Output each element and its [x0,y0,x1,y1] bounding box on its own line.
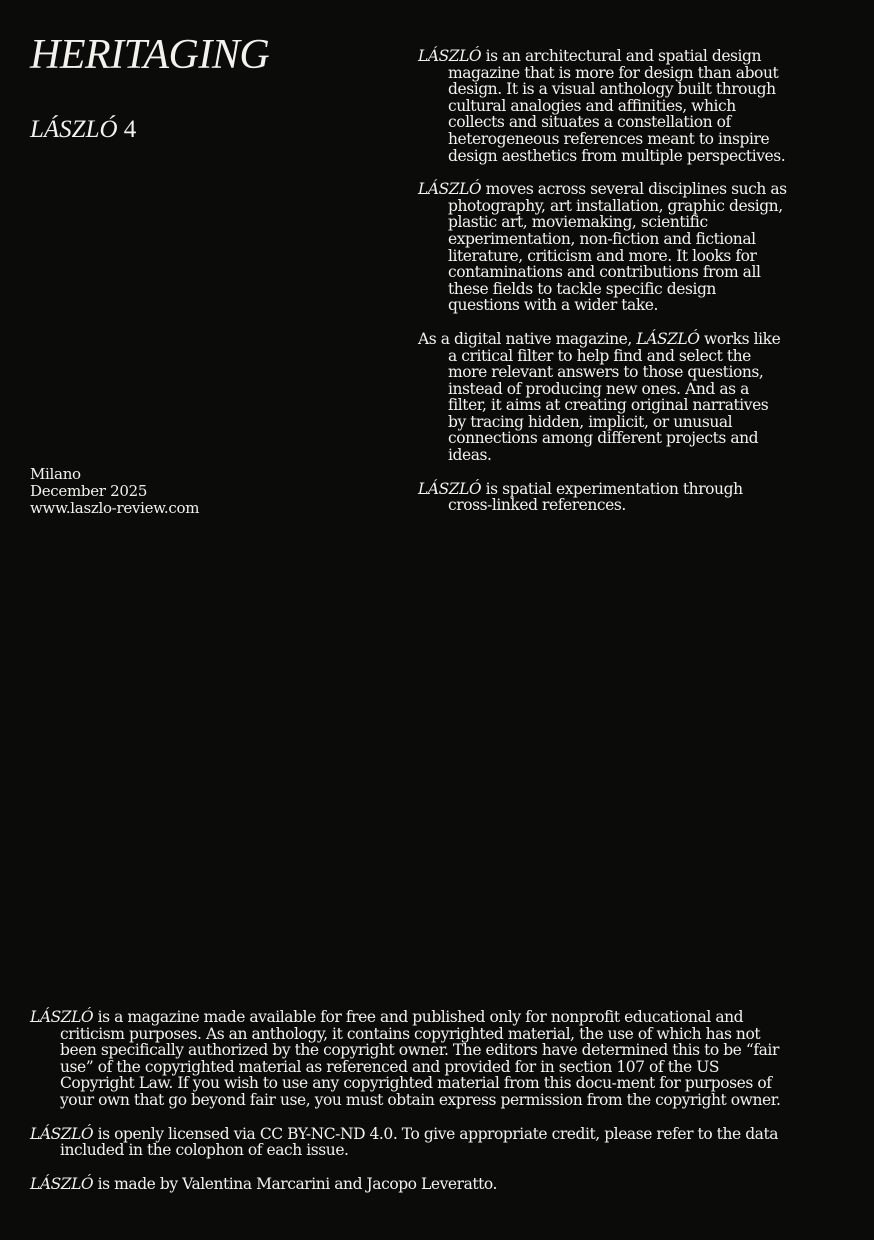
about-section [418,48,790,531]
about-paragraph-2 [418,181,790,314]
about-paragraph-3 [418,331,790,464]
paragraph-text: moves across several disciplines such as photography, art installation, graphic design, plastic art, moviemaking, scientific experimentation, non-fiction and fictional literature, criticism and more. It looks for contaminations and contributions from all these fields to tackle specific design questions with a wider take. [448,180,787,315]
publication-date: December 2025 [30,482,148,500]
magazine-name: LÁSZLÓ [30,1124,94,1143]
page-title: HERITAGING [30,32,270,78]
magazine-name: LÁSZLÓ [636,329,700,348]
magazine-name: LÁSZLÓ [30,1008,94,1026]
paragraph-text: is a magazine made available for free and published only for nonprofit educational and criticism purposes. As an anthology, it contains copyrighted material, the use of which has not been specifically authorized by the copyright owner. The editors have determined this to be “fair use” of the copyrighted material as referenced and provided for in section 107 of the US Copyright Law. If you wish to use any copyrighted material from this docu-ment for purposes of your own that go beyond fair use, you must obtain express permission from the copyright owner. [60,1008,781,1109]
paragraph-text: is an architectural and spatial design magazine that is more for design than about design. It is a visual anthology built through cultural analogies and affinities, which collects and situates a constellation of heterogeneous references meant to inspire design aesthetics from multiple perspectives. [448,47,786,165]
paragraph-text: As a digital native magazine, [418,329,637,348]
legal-paragraph-2 [30,1126,786,1159]
paragraph-text: is made by Valentina Marcarini and Jacopo Leveratto. [93,1174,498,1193]
about-paragraph-1 [418,48,790,164]
magazine-name: LÁSZLÓ [30,1174,94,1193]
about-paragraph-4 [418,481,790,514]
magazine-name: LÁSZLÓ [418,479,482,498]
issue-number: 4 [123,116,137,143]
legal-paragraph-1 [30,1009,786,1109]
magazine-name: LÁSZLÓ [30,116,118,143]
publication-info [30,466,199,517]
magazine-name: LÁSZLÓ [418,47,482,65]
paragraph-text: is spatial experimentation through cross-linked references. [448,479,743,515]
city: Milano [30,465,81,483]
paragraph-text: works like a critical filter to help find and select the more relevant answers to those questions, instead of producing new ones. And as a filter, it aims at creating original narratives by tracing hidden, implicit, or unusual connections among different projects and ideas. [448,329,781,465]
legal-paragraph-3 [30,1176,786,1193]
legal-section [30,1009,786,1209]
issue-heading [30,115,136,145]
magazine-name: LÁSZLÓ [418,180,482,199]
website-link[interactable]: www.laszlo-review.com [30,499,200,517]
paragraph-text: is openly licensed via CC BY-NC-ND 4.0. To give appropriate credit, please refer to the data included in the colophon of each issue. [60,1124,779,1160]
